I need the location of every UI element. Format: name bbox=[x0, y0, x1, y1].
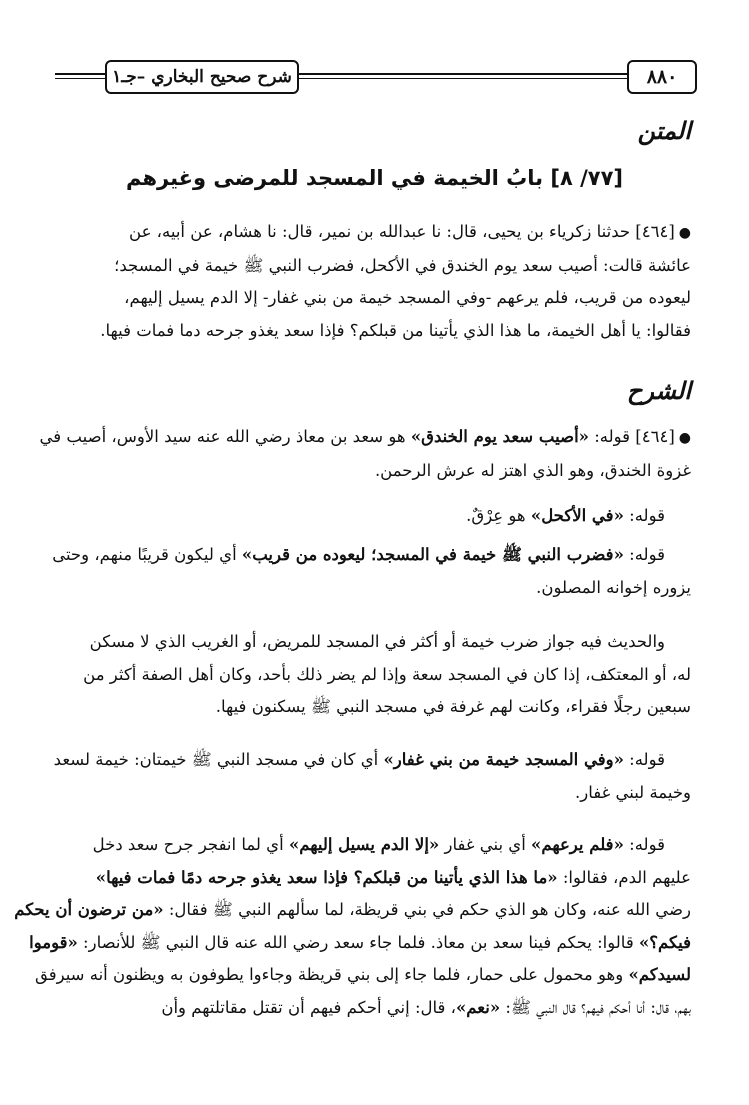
sharh-line: عليهم الدم، فقالوا: «ما هذا الذي يأتينا من قبلكم؟ فإذا سعد يغذو جرحه دمًا فمات فيها» bbox=[95, 867, 691, 887]
page-number: ٨٨٠ bbox=[627, 60, 697, 94]
header-rule-left bbox=[55, 73, 105, 75]
sharh-line: بهم، قال: أنا أحكم فيهم؟ قال النبي ﷺ: «نعم»، قال: إني أحكم فيهم أن تقتل مقاتلتهم وأن bbox=[161, 997, 691, 1017]
matn-line: ●[٤٦٤] حدثنا زكرياء بن يحيى، قال: نا عبدالله بن نمير، قال: نا هشام، عن أبيه، عن bbox=[129, 222, 691, 241]
sharh-line: قوله: «فلم يرعهم» أي بني غفار «إلا الدم يسيل إليهم» أي لما انفجر جرح سعد دخل bbox=[92, 835, 665, 854]
bullet-icon: ● bbox=[678, 430, 691, 446]
sharh-line: فيكم؟» قالوا: يحكم فينا سعد بن معاذ. فلما جاء سعد رضي الله عنه قال النبي ﷺ للأنصار: «قوموا bbox=[29, 932, 691, 952]
sharh-line: قوله: «فضرب النبي ﷺ خيمة في المسجد؛ ليعوده من قريب» أي ليكون قريبًا منهم، وحتى bbox=[52, 545, 665, 564]
sharh-line: له، أو المعتكف، إذا كان في المسجد سعة وإذا لم يضر ذلك بأحد، وكان أهل الصفة أكثر من bbox=[83, 664, 691, 684]
sharh-line: يزوره إخوانه المصلون. bbox=[536, 577, 691, 597]
bullet-icon: ● bbox=[678, 225, 691, 241]
sharh-line: رضي الله عنه، وكان هو الذي حكم في بني قريظة، لما سألهم النبي ﷺ فقال: «من ترضون أن يحكم bbox=[14, 900, 691, 919]
matn-line: ليعوده من قريب، فلم يرعهم -وفي المسجد خيمة من بني غفار- إلا الدم يسيل إليهم، bbox=[124, 288, 691, 307]
sharh-line: قوله: «في الأكحل» هو عِرْقٌ. bbox=[466, 506, 665, 525]
header-rule-middle bbox=[295, 73, 631, 75]
sharh-paragraph-4 bbox=[55, 626, 691, 724]
sharh-line: قوله: «وفي المسجد خيمة من بني غفار» أي كان في مسجد النبي ﷺ خيمتان: خيمة لسعد bbox=[53, 750, 665, 769]
matn-line: فقالوا: يا أهل الخيمة، ما هذا الذي يأتينا من قبلكم؟ فإذا سعد يغذو جرحه دما فمات فيها. bbox=[100, 320, 691, 340]
sharh-line: لسيدكم» وهو محمول على حمار، فلما جاء إلى بني قريظة وجاءوا يطوفون به ويظنون أنه سيرفق bbox=[34, 965, 691, 984]
running-header bbox=[55, 60, 697, 94]
sharh-line: غزوة الخندق، وهو الذي اهتز له عرش الرحمن. bbox=[374, 460, 691, 480]
sharh-paragraph-2 bbox=[55, 500, 691, 533]
sharh-paragraph-1 bbox=[39, 421, 691, 487]
chapter-title: [٧٧/ ٨] بابُ الخيمة في المسجد للمرضى وغيرهم bbox=[126, 166, 623, 190]
sharh-label: الشرح bbox=[626, 376, 691, 405]
header-rule-middle-thin bbox=[295, 78, 631, 79]
matn-label: المتن bbox=[637, 116, 691, 145]
sharh-paragraph-5 bbox=[55, 744, 691, 809]
sharh-paragraph-3 bbox=[52, 539, 691, 604]
sharh-line: ●[٤٦٤] قوله: «أصيب سعد يوم الخندق» هو سعد بن معاذ رضي الله عنه سيد الأوس، أصيب في bbox=[39, 427, 691, 446]
sharh-line: والحديث فيه جواز ضرب خيمة أو أكثر في المسجد للمريض، أو الغريب الذي لا مسكن bbox=[89, 632, 665, 651]
sharh-line: وخيمة لبني غفار. bbox=[575, 782, 691, 802]
sharh-line: سبعين رجلًا فقراء، وكانت لهم غرفة في مسجد النبي ﷺ يسكنون فيها. bbox=[215, 697, 691, 716]
sharh-paragraph-6 bbox=[14, 829, 691, 1024]
matn-text bbox=[55, 216, 691, 347]
header-rule-left-thin bbox=[55, 78, 105, 79]
matn-line: عائشة قالت: أصيب سعد يوم الخندق في الأكحل، فضرب النبي ﷺ خيمة في المسجد؛ bbox=[114, 255, 691, 275]
book-title: شرح صحيح البخاري –جـ١ bbox=[105, 60, 299, 94]
